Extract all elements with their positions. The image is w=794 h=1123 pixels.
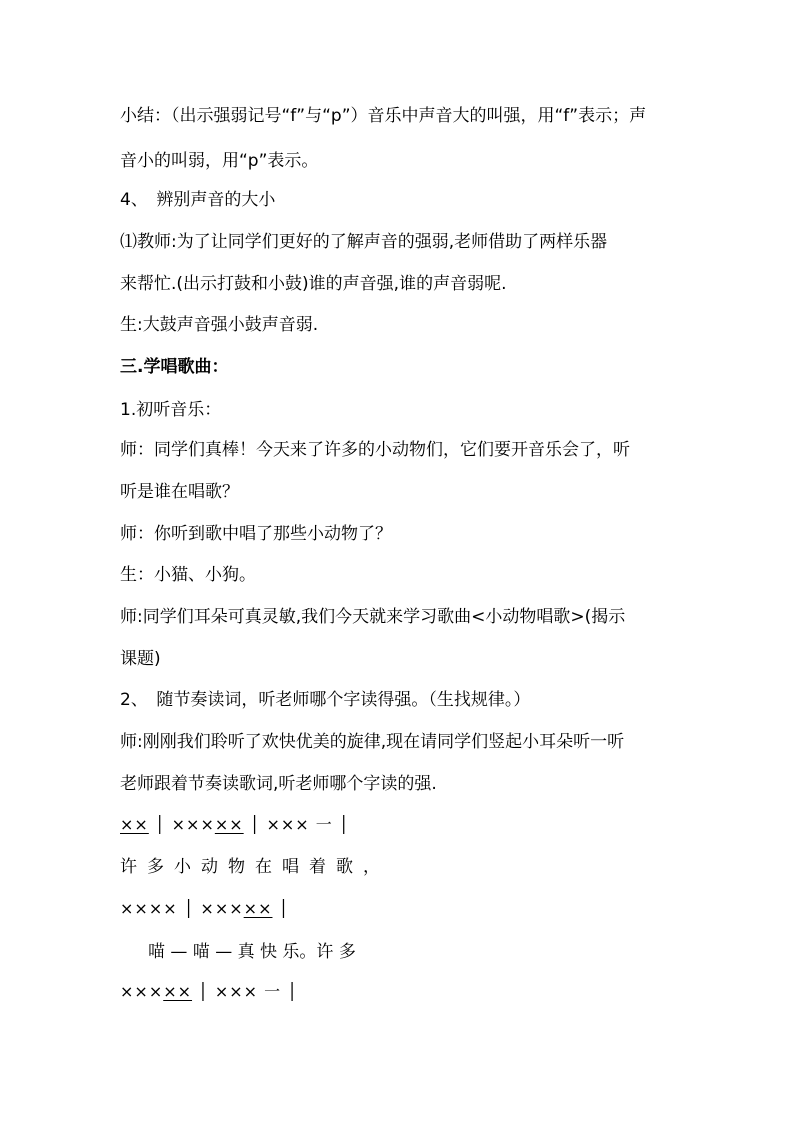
summary-line-2: 音小的叫弱，用“p”表示。 — [120, 151, 319, 171]
student-answer-2: 生：小猫、小狗。 — [120, 565, 256, 585]
teacher-line-7: 师:刚刚我们聆听了欢快优美的旋律,现在请同学们竖起小耳朵听一听 — [120, 732, 625, 752]
rhythm-beats: ×××× │ ××× — [120, 899, 244, 918]
rhythm-line-1 — [120, 813, 680, 837]
rhythm-eighth-pair: ×× — [214, 815, 244, 834]
teacher-line-1: ⑴教师:为了让同学们更好的了解声音的强弱,老师借助了两样乐器 — [120, 232, 608, 252]
teacher-line-4: 听是谁在唱歌？ — [120, 482, 239, 502]
rhythm-beats: │ ××× 一 │ — [249, 815, 350, 834]
rhythm-eighth-pair: ×× — [163, 982, 193, 1001]
teacher-line-2: 来帮忙.(出示打鼓和小鼓)谁的声音强,谁的声音弱呢. — [120, 274, 507, 294]
teacher-line-5: 师:同学们耳朵可真灵敏,我们今天就来学习歌曲<小动物唱歌>(揭示 — [120, 607, 626, 627]
step-2-heading: 2、 随节奏读词，听老师哪个字读得强。（生找规律。） — [120, 690, 531, 710]
rhythm-eighth-pair: ×× — [243, 899, 273, 918]
lyrics-line-1: 许多小动物在唱着歌， — [120, 857, 390, 877]
teacher-line-6: 课题) — [120, 649, 161, 669]
rhythm-beats: │ ××× 一 │ — [198, 982, 298, 1001]
rhythm-beats: ××× — [120, 982, 164, 1001]
student-answer-1: 生:大鼓声音强小鼓声音弱. — [120, 315, 319, 335]
rhythm-line-2 — [120, 897, 680, 921]
rhythm-barline: │ — [278, 899, 290, 918]
teacher-line-3: 师：同学们真棒！今天来了许多的小动物们，它们要开音乐会了，听 — [120, 440, 630, 460]
teacher-question: 师：你听到歌中唱了那些小动物了？ — [120, 524, 392, 544]
rhythm-line-3 — [120, 980, 680, 1004]
rhythm-eighth-pair: ×× — [120, 815, 149, 834]
summary-line-1: 小结：（出示强弱记号“f”与“p”）音乐中声音大的叫强，用“f”表示；声 — [120, 106, 647, 126]
lyrics-line-2: 喵 — 喵 — 真 快 乐。许 多 — [148, 942, 356, 962]
section-3-heading: 三.学唱歌曲： — [120, 357, 229, 377]
rhythm-beats: │ ××× — [154, 815, 215, 834]
teacher-line-8: 老师跟着节奏读歌词,听老师哪个字读的强. — [120, 774, 437, 794]
step-1-heading: 1.初听音乐： — [120, 400, 222, 420]
section-4-heading: 4、 辨别声音的大小 — [120, 190, 276, 210]
